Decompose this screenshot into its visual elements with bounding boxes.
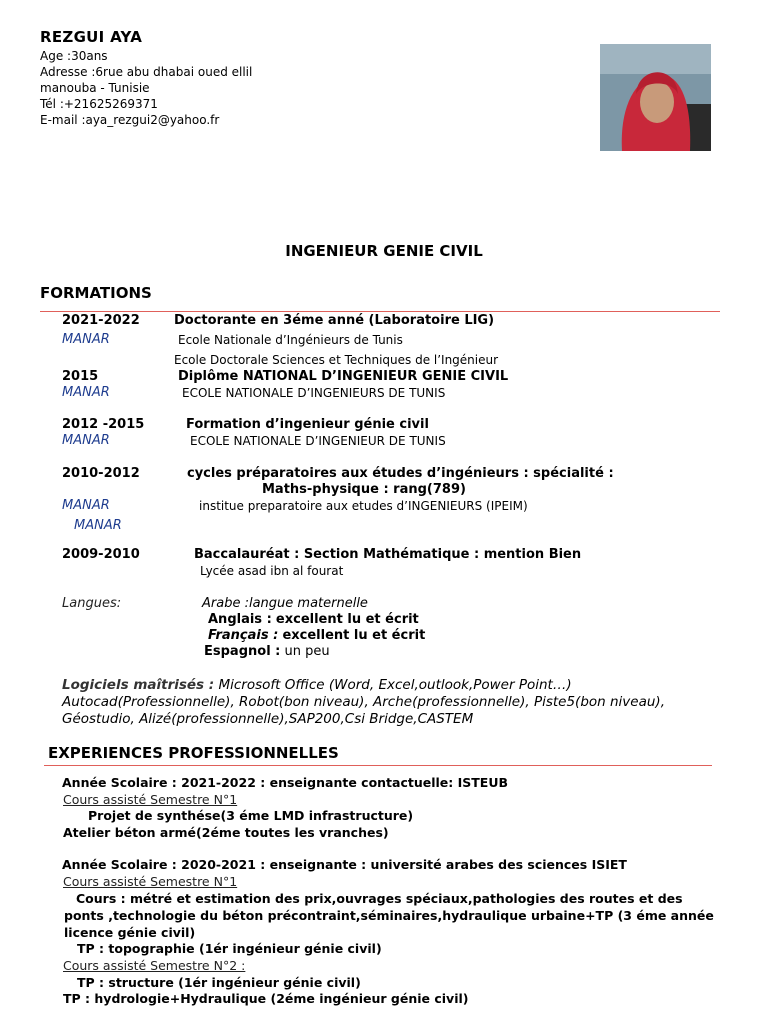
formation-title: Formation d’ingenieur génie civil xyxy=(186,417,429,432)
email-text: E-mail :aya_rezgui2@yahoo.fr xyxy=(40,113,220,127)
formations-heading: FORMATIONS xyxy=(40,284,152,302)
school-name: ECOLE NATIONALE D’INGENIEURS DE TUNIS xyxy=(182,386,446,400)
language-arabic: Arabe :langue maternelle xyxy=(202,596,368,611)
section-divider xyxy=(44,765,712,766)
course-description: Cours : métré et estimation des prix,ouvrages spéciaux,pathologies des routes et des ponts ,technologie du béton précontraint,séminaires,hydraulique urbaine+TP (3 éme année licence génie civil) xyxy=(64,891,714,940)
experiences-heading: EXPERIENCES PROFESSIONNELLES xyxy=(48,744,339,762)
school-name: institue preparatoire aux etudes d’INGENIEURS (IPEIM) xyxy=(199,499,528,513)
language-english-label: Anglais : xyxy=(208,612,272,627)
formation-title: Diplôme NATIONAL D’INGENIEUR GENIE CIVIL xyxy=(178,369,509,384)
course-semester: Cours assisté Semestre N°1 xyxy=(63,792,238,807)
address-line-1: Adresse :6rue abu dhabai oued ellil xyxy=(40,65,253,79)
job-title: INGENIEUR GENIE CIVIL xyxy=(285,242,483,260)
section-divider xyxy=(40,311,720,312)
software-paragraph xyxy=(62,677,742,728)
university-label: MANAR xyxy=(62,332,110,347)
formation-title-continued: Maths-physique : rang(789) xyxy=(262,482,466,497)
formation-year: 2010-2012 xyxy=(62,466,140,481)
formation-title: Doctorante en 3éme anné (Laboratoire LIG) xyxy=(174,313,495,328)
language-french-label: Français : xyxy=(208,628,279,643)
language-french xyxy=(208,628,425,643)
formation-year: 2015 xyxy=(62,369,99,384)
formation-year: 2021-2022 xyxy=(62,313,140,328)
university-label: MANAR xyxy=(62,433,110,448)
address-line-2: manouba - Tunisie xyxy=(40,81,150,95)
course-item: TP : hydrologie+Hydraulique (2éme ingénieur génie civil) xyxy=(63,991,469,1006)
course-item: Projet de synthése(3 éme LMD infrastructure) xyxy=(88,808,414,823)
course-item: TP : topographie (1ér ingénieur génie civil) xyxy=(77,941,382,956)
language-english-level: excellent lu et écrit xyxy=(275,612,419,627)
language-spanish-level: un peu xyxy=(284,644,330,659)
school-name: Lycée asad ibn al fourat xyxy=(200,564,344,578)
school-name: ECOLE NATIONALE D’INGENIEUR DE TUNIS xyxy=(190,434,446,448)
candidate-name: REZGUI AYA xyxy=(40,28,143,46)
profile-photo xyxy=(600,44,711,151)
formation-title: cycles préparatoires aux études d’ingénieurs : spécialité : xyxy=(187,466,614,481)
formation-title: Baccalauréat : Section Mathématique : mention Bien xyxy=(194,547,582,562)
formation-year: 2012 -2015 xyxy=(62,417,145,432)
language-english xyxy=(208,612,419,627)
age-text: Age :30ans xyxy=(40,49,108,63)
formation-year: 2009-2010 xyxy=(62,547,140,562)
experience-title: Année Scolaire : 2021-2022 : enseignante contactuelle: ISTEUB xyxy=(62,775,509,790)
experience-title: Année Scolaire : 2020-2021 : enseignante : université arabes des sciences ISIET xyxy=(62,857,627,872)
language-spanish-label: Espagnol : xyxy=(204,644,281,659)
course-item: TP : structure (1ér ingénieur génie civil) xyxy=(77,975,361,990)
school-name: Ecole Doctorale Sciences et Techniques de l’Ingénieur xyxy=(174,353,499,367)
university-label: MANAR xyxy=(62,498,110,513)
course-semester: Cours assisté Semestre N°1 xyxy=(63,874,238,889)
phone-text: Tél :+21625269371 xyxy=(40,97,158,111)
university-label: MANAR xyxy=(62,385,110,400)
course-item: Atelier béton armé(2éme toutes les vranches) xyxy=(63,825,389,840)
software-label: Logiciels maîtrisés : xyxy=(62,677,215,693)
languages-label: Langues: xyxy=(62,596,122,611)
language-spanish xyxy=(204,644,330,659)
software-list: Microsoft Office (Word, Excel,outlook,Power Point…) Autocad(Professionnelle), Robot(bon niveau), Arche(professionnelle), Piste5(bon niveau), Géostudio, Alizé(professionnelle),SAP200,Csi Bridge,CASTEM xyxy=(62,677,665,727)
university-label: MANAR xyxy=(74,518,122,533)
language-french-level: excellent lu et écrit xyxy=(282,628,426,643)
course-semester: Cours assisté Semestre N°2 : xyxy=(63,958,246,973)
school-name: Ecole Nationale d’Ingénieurs de Tunis xyxy=(178,333,403,347)
